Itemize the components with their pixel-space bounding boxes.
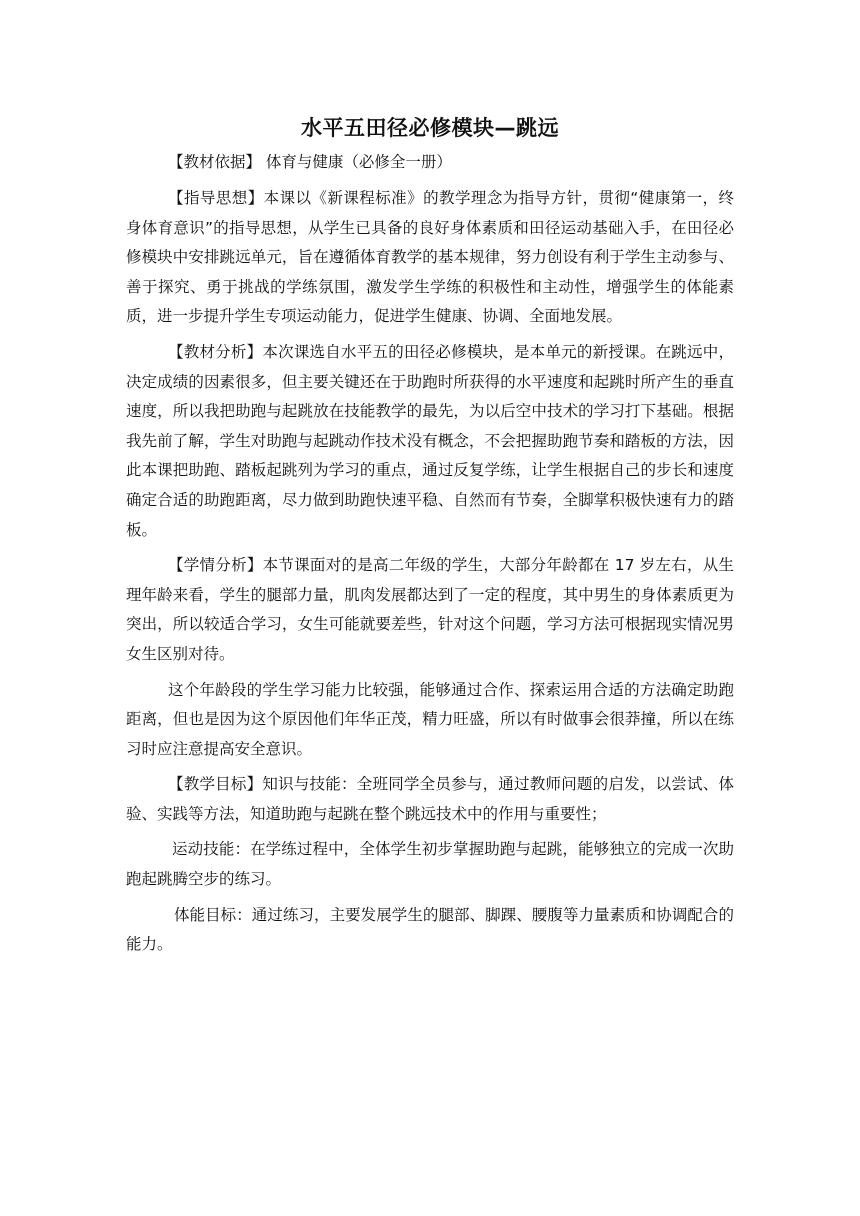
paragraph-fitness-objective: 体能目标：通过练习，主要发展学生的腿部、脚踝、腰腹等力量素质和协调配合的能力。 [126,905,734,954]
textbook-basis: 【教材依据】 体育与健康（必修全一册） [168,153,452,171]
paragraph-learner-analysis: 【学情分析】本节课面对的是高二年级的学生，大部分年龄都在 17 岁左右，从生理年龄来看，学生的腿部力量，肌肉发展都达到了一定的程度，其中男生的身体素质更为突出，所以较适合学习，女生可能就要差些，针对这个问题，学习方法可根据现实情况男女生区别对待。 [126,556,734,663]
document-body [126,184,734,960]
paragraph-material-analysis: 【教材分析】本次课选自水平五的田径必修模块，是本单元的新授课。在跳远中，决定成绩的因素很多，但主要关键还在于助跑时所获得的水平速度和起跳时所产生的垂直速度，所以我把助跑与起跳放在技能教学的最先，为以后空中技术的学习打下基础。根据我先前了解，学生对助跑与起跳动作技术没有概念，不会把握助跑节奏和踏板的方法，因此本课把助跑、踏板起跳列为学习的重点，通过反复学练，让学生根据自己的步长和速度确定合适的助跑距离，尽力做到助跑快速平稳、自然而有节奏，全脚掌积极快速有力的踏板。 [126,342,734,539]
paragraph-teaching-objectives: 【教学目标】知识与技能：全班同学全员参与，通过教师问题的启发，以尝试、体验、实践等方法，知道助跑与起跳在整个跳远技术中的作用与重要性； [126,775,734,823]
paragraph-learner-analysis-continued: 这个年龄段的学生学习能力比较强，能够通过合作、探索运用合适的方法确定助跑距离，但也是因为这个原因他们年华正茂，精力旺盛，所以有时做事会很莽撞，所以在练习时应注意提高安全意识。 [126,680,734,758]
paragraph-motor-skills: 运动技能：在学练过程中，全体学生初步掌握助跑与起跳，能够独立的完成一次助跑起跳腾空步的练习。 [126,840,734,889]
paragraph-guiding-thought: 【指导思想】本课以《新课程标准》的教学理念为指导方针，贯彻“健康第一，终身体育意识”的指导思想，从学生已具备的良好身体素质和田径运动基础入手，在田径必修模块中安排跳远单元，旨在遵循体育教学的基本规律，努力创设有利于学生主动参与、善于探究、勇于挑战的学练氛围，激发学生学练的积极性和主动性，增强学生的体能素质，进一步提升学生专项运动能力，促进学生健康、协调、全面地发展。 [126,189,734,326]
document-title: 水平五田径必修模块—跳远 [301,116,559,140]
